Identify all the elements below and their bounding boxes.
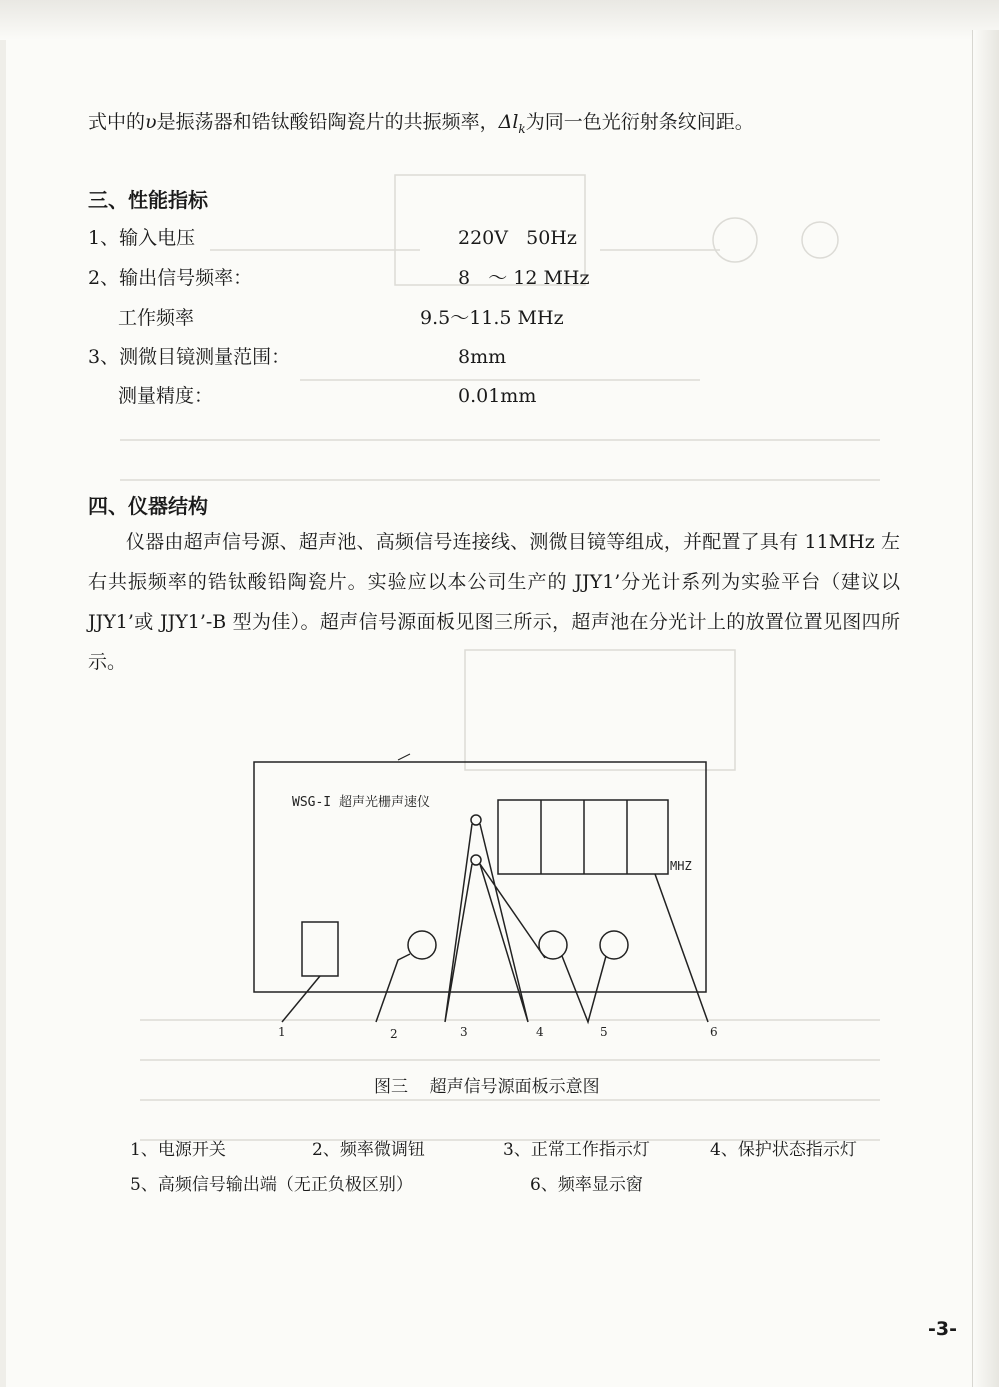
power-switch-shape <box>302 922 338 976</box>
callout-5: 5 <box>600 1025 608 1039</box>
normal-indicator-shape <box>471 815 481 825</box>
spec-value-working-frequency: 9.5～11.5 MHz <box>420 307 564 329</box>
section-heading-specs: 三、性能指标 <box>88 188 208 212</box>
leader-line-2 <box>376 954 410 1022</box>
legend-item-1: 1、电源开关 <box>130 1140 226 1160</box>
spec-label-precision: 测量精度： <box>118 385 214 407</box>
legend-item-2: 2、频率微调钮 <box>312 1140 425 1160</box>
formula-prefix: 式中的 <box>88 111 146 133</box>
structure-paragraph: 仪器由超声信号源、超声池、高频信号连接线、测微目镜等组成，并配置了具有 11MHz 左右共振频率的锆钛酸铅陶瓷片。实验应以本公司生产的 JJY1’分光计系列为实验平台（建议以 JJY1’或 JJY1’-B 型为佳）。超声信号源面板见图三所示，超声池在分光计上的放置位置见图四所示。 <box>88 531 900 673</box>
symbol-delta-l: Δl <box>498 111 519 133</box>
panel-schematic-figure <box>240 750 720 1050</box>
spec-value-precision: 0.01mm <box>458 385 537 407</box>
section-heading-structure: 四、仪器结构 <box>88 494 208 518</box>
callout-1: 1 <box>278 1025 286 1039</box>
callout-4: 4 <box>536 1025 544 1039</box>
spec-value-input-voltage: 220V 50Hz <box>458 227 577 249</box>
callout-3: 3 <box>460 1025 468 1039</box>
symbol-subscript-k: k <box>518 121 526 136</box>
figure-caption-text: 超声信号源面板示意图 <box>429 1077 600 1097</box>
spec-value-measure-range: 8mm <box>458 346 507 368</box>
formula-suffix: 为同一色光衍射条纹间距。 <box>525 111 754 133</box>
callout-6: 6 <box>710 1025 718 1039</box>
spec-value-output-frequency: 8 ～ 12 MHz <box>458 267 590 289</box>
legend-item-5: 5、高频信号输出端（无正负极区别） <box>130 1175 413 1195</box>
callout-2: 2 <box>390 1027 398 1041</box>
leader-line-6 <box>655 874 708 1022</box>
formula-sentence <box>88 110 754 141</box>
spec-label-output-frequency: 2、输出信号频率： <box>88 267 253 289</box>
frequency-display-shape <box>498 800 668 874</box>
legend-item-4: 4、保护状态指示灯 <box>710 1140 857 1160</box>
figure-caption-number: 图三 <box>374 1077 408 1097</box>
frequency-knob-shape <box>408 931 436 959</box>
spec-label-working-frequency: 工作频率 <box>118 307 195 329</box>
spec-label-measure-range: 3、测微目镜测量范围： <box>88 346 291 368</box>
spec-label-input-voltage: 1、输入电压 <box>88 227 196 249</box>
legend-item-6: 6、频率显示窗 <box>530 1175 643 1195</box>
symbol-nu: υ <box>145 111 157 133</box>
display-digit-dividers <box>541 800 627 874</box>
leader-line-1 <box>282 976 320 1022</box>
output-terminal-right <box>600 931 628 959</box>
page-number: -3- <box>928 1318 957 1340</box>
device-model-label: WSG-I 超声光栅声速仪 <box>292 795 430 810</box>
legend-item-3: 3、正常工作指示灯 <box>503 1140 650 1160</box>
protect-indicator-shape <box>471 855 481 865</box>
leader-line-5 <box>562 956 606 1022</box>
frequency-unit-label: MHZ <box>670 859 692 873</box>
figure-caption <box>374 1072 600 1097</box>
formula-mid: 是振荡器和锆钛酸铅陶瓷片的共振频率， <box>156 111 499 133</box>
